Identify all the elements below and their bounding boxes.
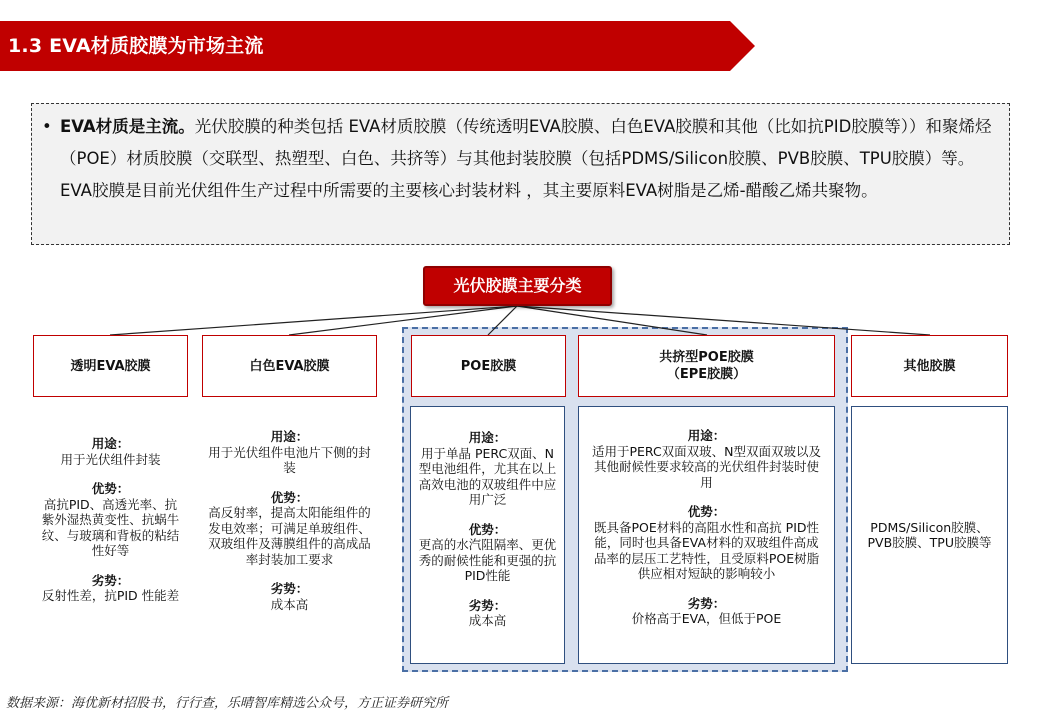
page-title: 1.3 EVA材质胶膜为市场主流	[8, 35, 264, 57]
use-label: 用途：	[468, 430, 507, 445]
advantage-text: 更高的水汽阻隔率、更优秀的耐候性能和更强的抗 PID性能	[418, 537, 557, 583]
summary-text: 光伏胶膜的种类包括 EVA材质胶膜（传统透明EVA胶膜、白色EVA胶膜和其他（比如抗PID胶膜等））和聚烯烃（POE）材质胶膜（交联型、热塑型、白色、共挤等）与其他封装胶膜（包括PDMS/Silicon胶膜、PVB胶膜、TPU胶膜）等。EVA胶膜是目前光伏组件生产过程中所需要的主要核心封装材料 ，其主要原料EVA树脂是乙烯-醋酸乙烯共聚物。	[60, 117, 992, 200]
use-label: 用途：	[270, 429, 309, 444]
category-name: 共挤型POE胶膜	[659, 350, 754, 365]
disadvantage-label: 劣势：	[468, 597, 507, 613]
data-source-note: 数据来源：海优新材招股书，行行查，乐晴智库精选公众号，方正证券研究所	[6, 696, 449, 711]
root-category-tag: 光伏胶膜主要分类	[423, 266, 612, 306]
advantage-text: 高抗PID、高透光率、抗紫外湿热黄变性、抗蜗牛纹、与玻璃和背板的粘结性好等	[41, 496, 180, 558]
category-name: POE胶膜	[460, 358, 517, 374]
disadvantage-text: 成本高	[270, 596, 309, 612]
advantage-label: 优势：	[687, 504, 726, 519]
disadvantage-text: 成本高	[468, 613, 507, 628]
advantage-label: 优势：	[468, 521, 507, 537]
category-body-other	[851, 406, 1008, 664]
use-text: 用于光伏组件封装	[60, 451, 161, 467]
category-name: 透明EVA胶膜	[70, 358, 151, 374]
advantage-label: 优势：	[270, 489, 309, 505]
summary-lead: EVA材质是主流。	[60, 117, 195, 136]
use-label: 用途：	[687, 428, 726, 443]
category-header-poe	[411, 335, 566, 397]
bullet-dot: •	[42, 117, 52, 136]
use-text: 用于单晶 PERC双面、N型电池组件，尤其在以上高效电池的双玻组件中应用广泛	[418, 445, 557, 507]
other-films-text: PDMS/Silicon胶膜、PVB胶膜、TPU胶膜等	[867, 519, 992, 550]
category-body-white-eva	[208, 429, 371, 612]
category-body-epe	[578, 406, 835, 664]
category-header-epe	[578, 335, 835, 397]
disadvantage-label: 劣势：	[687, 595, 726, 611]
use-label: 用途：	[91, 436, 130, 451]
category-name: 其他胶膜	[903, 358, 956, 374]
disadvantage-label: 劣势：	[270, 581, 309, 596]
advantage-label: 优势：	[91, 481, 130, 496]
category-header-other	[851, 335, 1008, 397]
use-text: 用于光伏组件电池片下侧的封装	[208, 444, 371, 475]
category-body-poe	[410, 406, 565, 664]
advantage-text: 既具备POE材料的高阻水性和高抗 PID性能，同时也具备EVA材料的双玻组件高成品率的层压工艺特性，且受原料POE树脂供应相对短缺的影响较小	[593, 519, 820, 581]
disadvantage-label: 劣势：	[91, 572, 130, 588]
category-name: 白色EVA胶膜	[249, 358, 330, 374]
category-header-clear-eva	[33, 335, 188, 397]
disadvantage-text: 价格高于EVA，但低于POE	[631, 611, 782, 626]
category-name-sub: （EPE胶膜）	[666, 367, 747, 382]
disadvantage-text: 反射性差，抗PID 性能差	[41, 588, 180, 603]
category-body-clear-eva	[38, 436, 183, 604]
category-header-white-eva	[202, 335, 377, 397]
use-text: 适用于PERC双面双玻、N型双面双玻以及其他耐候性要求较高的光伏组件封装时使用	[591, 443, 822, 490]
advantage-text: 高反射率，提高太阳能组件的发电效率；可满足单玻组件、双玻组件及薄膜组件的高成品率封装加工要求	[208, 505, 371, 567]
